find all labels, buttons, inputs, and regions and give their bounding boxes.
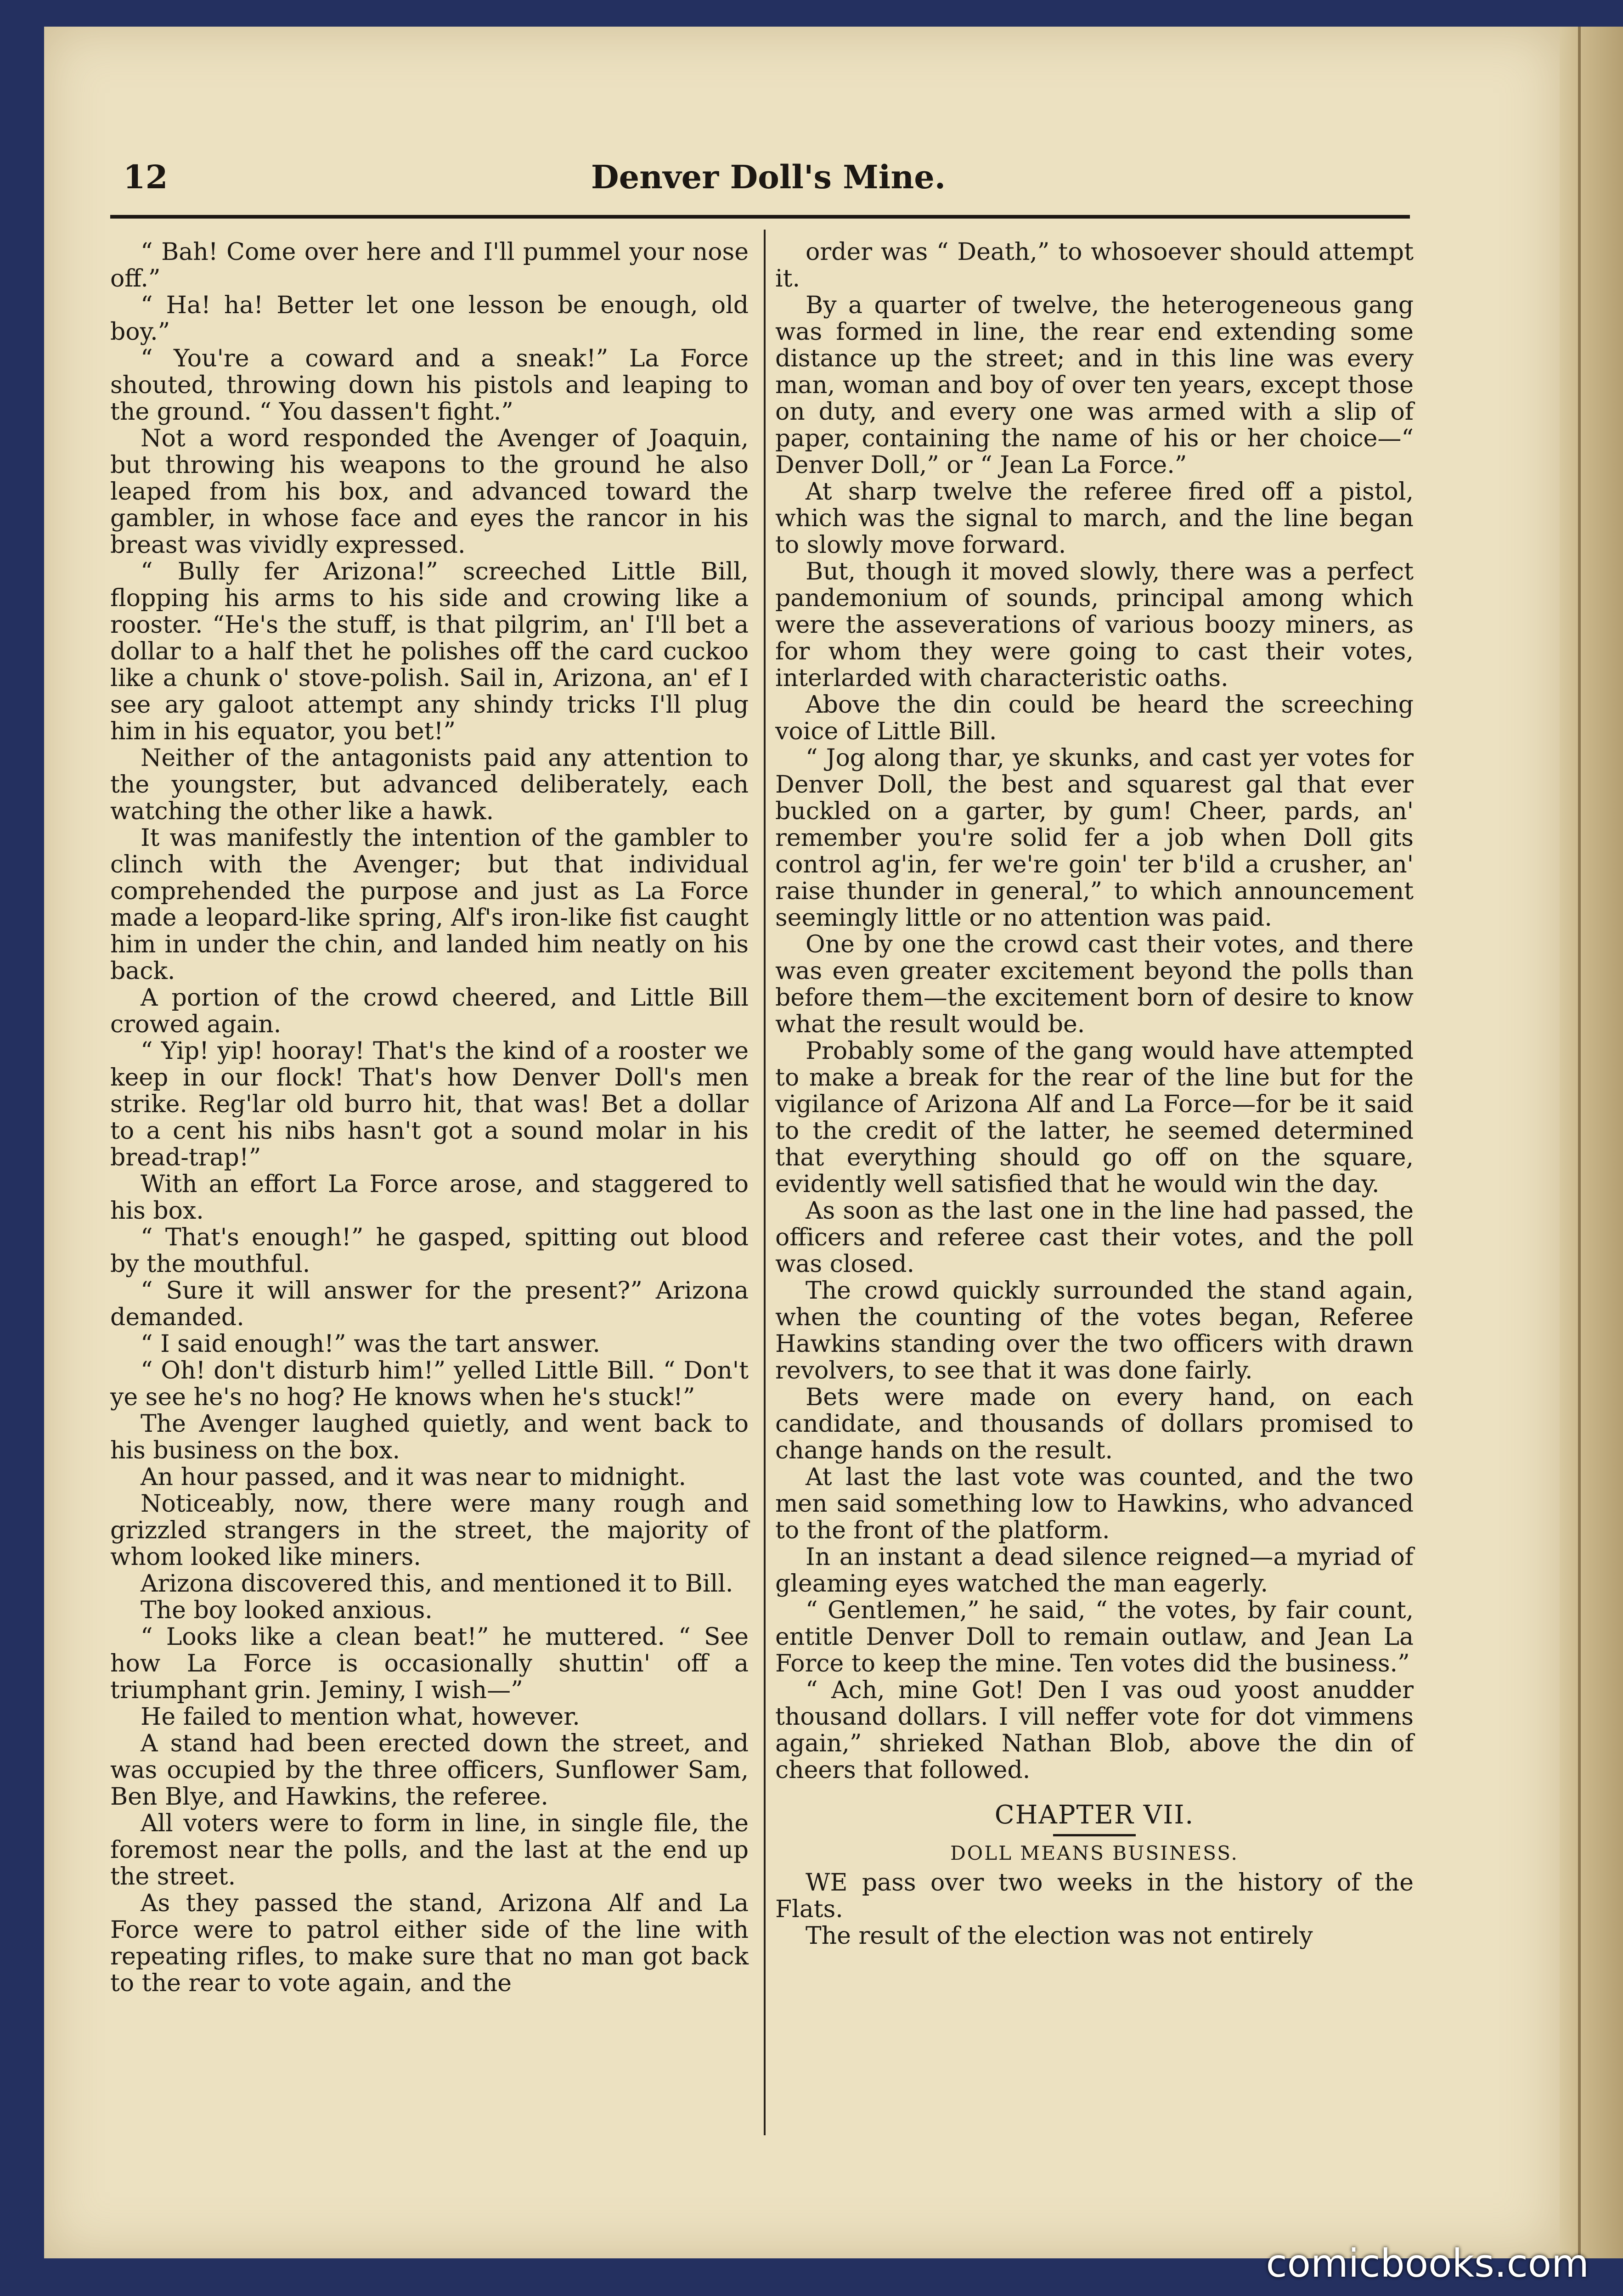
paragraph: At last the last vote was counted, and the two men said something low to Hawkins, who advanced to the front of the platform. [775,1463,1414,1544]
page-header [123,158,1414,209]
paragraph: A portion of the crowd cheered, and Little Bill crowed again. [110,984,749,1038]
paragraph: A stand had been erected down the street, and was occupied by the three officers, Sunflower Sam, Ben Blye, and Hawkins, the referee. [110,1730,749,1811]
right-column-paragraphs [775,239,1414,1784]
paragraph: “ Bully fer Arizona!” screeched Little Bill, flopping his arms to his side and crowing like a rooster. “He's the stuff, is that pilgrim, an' I'll bet a dollar to a half thet he polishes off the card cuckoo like a chunk o' stove-polish. Sail in, Arizona, an' ef I see ary galoot attempt any shindy tricks I'll plug him in his equator, you bet!” [110,558,749,745]
left-column [110,239,749,1997]
paragraph: “ I said enough!” was the tart answer. [141,1330,600,1358]
paragraph: Neither of the antagonists paid any attention to the youngster, but advanced deliberately, each watching the other like a hawk. [110,744,749,825]
running-title: Denver Doll's Mine. [591,158,946,196]
paragraph: Bets were made on every hand, on each candidate, and thousands of dollars promised to change hands on the result. [775,1384,1414,1464]
paragraph: All voters were to form in line, in single file, the foremost near the polls, and the last at the end up the street. [110,1810,749,1891]
paragraph: Probably some of the gang would have attempted to make a break for the rear of the line but for the vigilance of Arizona Alf and La Force—for be it said to the credit of the latter, he seemed determined that everything should go off on the square, evidently well satisfied that he would win the day. [775,1037,1414,1198]
paragraph: But, though it moved slowly, there was a perfect pandemonium of sounds, principal among which were the asseverations of various boozy miners, as for whom they were going to cast their votes, interlarded with characteristic oaths. [775,558,1414,692]
paragraph: It was manifestly the intention of the gambler to clinch with the Avenger; but that individual comprehended the purpose and just as La Force made a leopard-like spring, Alf's iron-like fist caught him in under the chin, and landed him neatly on his back. [110,824,749,985]
column-divider [764,230,766,2135]
paragraph: “ Sure it will answer for the present?” Arizona demanded. [110,1277,749,1331]
paragraph: The boy looked anxious. [141,1597,433,1624]
paragraph: “ Ach, mine Got! Den I vas oud yoost anudder thousand dollars. I vill neffer vote for dot vimmens again,” shrieked Nathan Blob, above the din of cheers that followed. [775,1677,1414,1784]
paragraph: An hour passed, and it was near to midnight. [141,1463,687,1491]
page-binding [1560,27,1623,2258]
paragraph: “ Ha! ha! Better let one lesson be enough, old boy.” [110,292,749,346]
paragraph: With an effort La Force arose, and staggered to his box. [110,1171,749,1225]
chapter-title: CHAPTER VII. [994,1800,1195,1830]
paragraph: One by one the crowd cast their votes, and there was even greater excitement beyond the polls than before them—the excitement born of desire to know what the result would be. [775,931,1414,1038]
site-watermark: comicbooks.com [1266,2241,1589,2286]
chapter-rule [1053,1834,1136,1836]
paragraph: The Avenger laughed quietly, and went back to his business on the box. [110,1410,749,1464]
paragraph: “ Bah! Come over here and I'll pummel your nose off.” [110,238,749,293]
paragraph: WE pass over two weeks in the history of the Flats. [775,1869,1414,1923]
paragraph: Not a word responded the Avenger of Joaquin, but throwing his weapons to the ground he also leaped from his box, and advanced toward the gambler, in whose face and eyes the rancor in his breast was vividly expressed. [110,425,749,559]
paragraph: “ Gentlemen,” he said, “ the votes, by fair count, entitle Denver Doll to remain outlaw, and Jean La Force to keep the mine. Ten votes did the business.” [775,1597,1414,1677]
paragraph: “ You're a coward and a sneak!” La Force shouted, throwing down his pistols and leaping to the ground. “ You dassen't fight.” [110,345,749,426]
paragraph: As they passed the stand, Arizona Alf and La Force were to patrol either side of the line with repeating rifles, to make sure that no man got back to the rear to vote again, and the [110,1890,749,1997]
paragraph: The crowd quickly surrounded the stand again, when the counting of the votes began, Referee Hawkins standing over the two officers with drawn revolvers, to see that it was done fairly. [775,1277,1414,1384]
paragraph: Arizona discovered this, and mentioned it to Bill. [141,1570,733,1598]
paragraph: “ Jog along thar, ye skunks, and cast yer votes for Denver Doll, the best and squarest gal that ever buckled on a garter, by gum! Cheer, pards, an' remember you're solid fer a job when Doll gits control ag'in, fer we're goin' ter b'ild a crusher, an' raise thunder in general,” to which announcement seemingly little or no attention was paid. [775,744,1414,932]
paragraph: By a quarter of twelve, the heterogeneous gang was formed in line, the rear end extending some distance up the street; and in this line was every man, woman and boy of over ten years, except those on duty, and every one was armed with a slip of paper, containing the name of his or her choice—“ Denver Doll,” or “ Jean La Force.” [775,292,1414,479]
chapter-subtitle: DOLL MEANS BUSINESS. [950,1842,1239,1864]
paragraph: “ Looks like a clean beat!” he muttered. “ See how La Force is occasionally shuttin' off a triumphant grin. Jeminy, I wish—” [110,1623,749,1704]
paragraph: At sharp twelve the referee fired off a pistol, which was the signal to march, and the line began to slowly move forward. [775,478,1414,559]
paragraph: In an instant a dead silence reigned—a myriad of gleaming eyes watched the man eagerly. [775,1543,1414,1598]
binding-stitch [1578,27,1581,2258]
right-column [775,239,1414,1949]
header-rule [110,215,1410,219]
page-number: 12 [123,158,168,196]
paragraph: Above the din could be heard the screeching voice of Little Bill. [775,691,1414,745]
paragraph: “ Oh! don't disturb him!” yelled Little Bill. “ Don't ye see he's no hog? He knows when he's stuck!” [110,1357,749,1411]
paragraph: He failed to mention what, however. [141,1703,580,1731]
chapter-paragraphs [775,1869,1414,1949]
paragraph: “ That's enough!” he gasped, spitting out blood by the mouthful. [110,1224,749,1278]
paragraph: The result of the election was not entirely [806,1922,1313,1950]
paragraph: As soon as the last one in the line had passed, the officers and referee cast their votes, and the poll was closed. [775,1197,1414,1278]
paragraph: Noticeably, now, there were many rough and grizzled strangers in the street, the majority of whom looked like miners. [110,1490,749,1571]
paragraph: “ Yip! yip! hooray! That's the kind of a rooster we keep in our flock! That's how Denver Doll's men strike. Reg'lar old burro hit, that was! Bet a dollar to a cent his nibs hasn't got a sound molar in his bread-trap!” [110,1037,749,1171]
paragraph: order was “ Death,” to whosoever should attempt it. [775,238,1414,293]
